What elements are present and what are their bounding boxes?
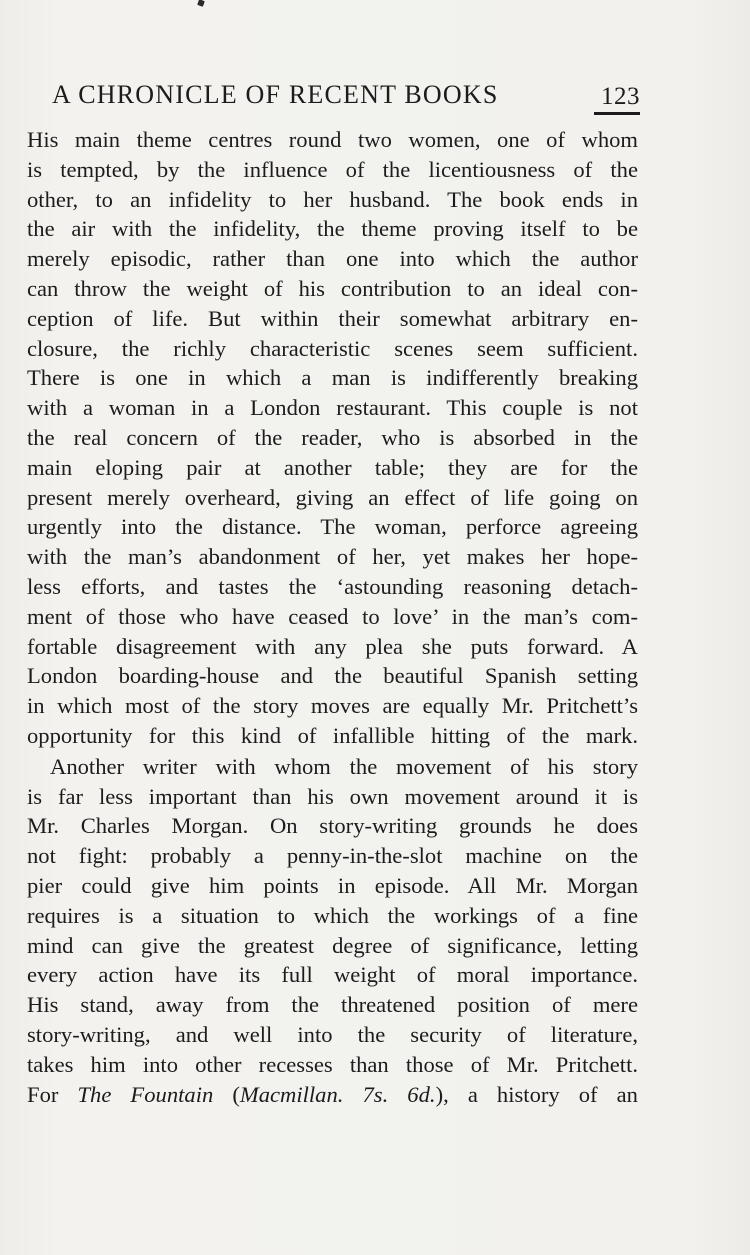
- text-line: Mr. Charles Morgan. On story-writing grounds he does: [27, 813, 638, 839]
- text-line: is far less important than his own movement around it is: [27, 783, 638, 809]
- text-line: Another writer with whom the movement of his story: [50, 753, 638, 779]
- text-fragment: a history of an: [448, 1081, 638, 1107]
- text-line: opportunity for this kind of infallible hitting of the mark.: [27, 722, 638, 748]
- text-line: fortable disagreement with any plea she puts forward. A: [27, 633, 638, 659]
- text-line: His stand, away from the threatened position of mere: [27, 992, 638, 1018]
- text-line: urgently into the distance. The woman, perforce agreeing: [27, 514, 638, 540]
- body-text: [27, 125, 638, 1109]
- text-line: His main theme centres round two women, one of whom: [27, 127, 638, 152]
- text-fragment: ),: [435, 1081, 449, 1107]
- text-line: not fight: probably a penny-in-the-slot machine on the: [27, 843, 638, 869]
- running-title: A CHRONICLE OF RECENT BOOKS: [52, 80, 499, 109]
- text-line: closure, the richly characteristic scenes seem sufficient.: [27, 335, 638, 361]
- text-fragment: (: [213, 1081, 240, 1107]
- text-line: pier could give him points in episode. All Mr. Morgan: [27, 872, 638, 898]
- publisher-info: Macmillan. 7s. 6d.: [239, 1081, 436, 1107]
- text-fragment: For: [27, 1081, 78, 1107]
- text-line: the air with the infidelity, the theme proving itself to be: [27, 216, 638, 242]
- text-line: in which most of the story moves are equally Mr. Pritchett’s: [27, 693, 638, 719]
- running-head: [52, 80, 642, 116]
- text-line: ception of life. But within their somewhat arbitrary en-: [27, 305, 638, 331]
- text-line: mind can give the greatest degree of significance, letting: [27, 932, 638, 958]
- text-line: with a woman in a London restaurant. This couple is not: [27, 395, 638, 421]
- folio-rule: [594, 112, 640, 115]
- text-line: ment of those who have ceased to love’ in the man’s com-: [27, 603, 638, 629]
- ink-mark: [197, 0, 205, 7]
- text-line: can throw the weight of his contribution to an ideal con-: [27, 275, 638, 301]
- text-line: requires is a situation to which the workings of a fine: [27, 902, 638, 928]
- text-line: story-writing, and well into the security of literature,: [27, 1021, 638, 1047]
- text-line: every action have its full weight of moral importance.: [27, 962, 638, 988]
- text-line-final: [27, 1080, 638, 1110]
- text-line: other, to an infidelity to her husband. The book ends in: [27, 186, 638, 212]
- text-line: main eloping pair at another table; they are for the: [27, 454, 638, 480]
- text-line: present merely overheard, giving an effect of life going on: [27, 484, 638, 510]
- text-line: There is one in which a man is indifferently breaking: [27, 365, 638, 391]
- page-number: 123: [601, 83, 640, 110]
- text-line: with the man’s abandonment of her, yet makes her hope-: [27, 544, 638, 570]
- text-line: merely episodic, rather than one into which the author: [27, 246, 638, 272]
- text-line: London boarding-house and the beautiful Spanish setting: [27, 663, 638, 689]
- book-title: The Fountain: [77, 1081, 214, 1107]
- text-line: takes him into other recesses than those of Mr. Pritchett.: [27, 1051, 638, 1077]
- text-line: the real concern of the reader, who is absorbed in the: [27, 424, 638, 450]
- text-line: less efforts, and tastes the ‘astounding reasoning detach-: [27, 573, 638, 599]
- text-line: is tempted, by the influence of the licentiousness of the: [27, 156, 638, 182]
